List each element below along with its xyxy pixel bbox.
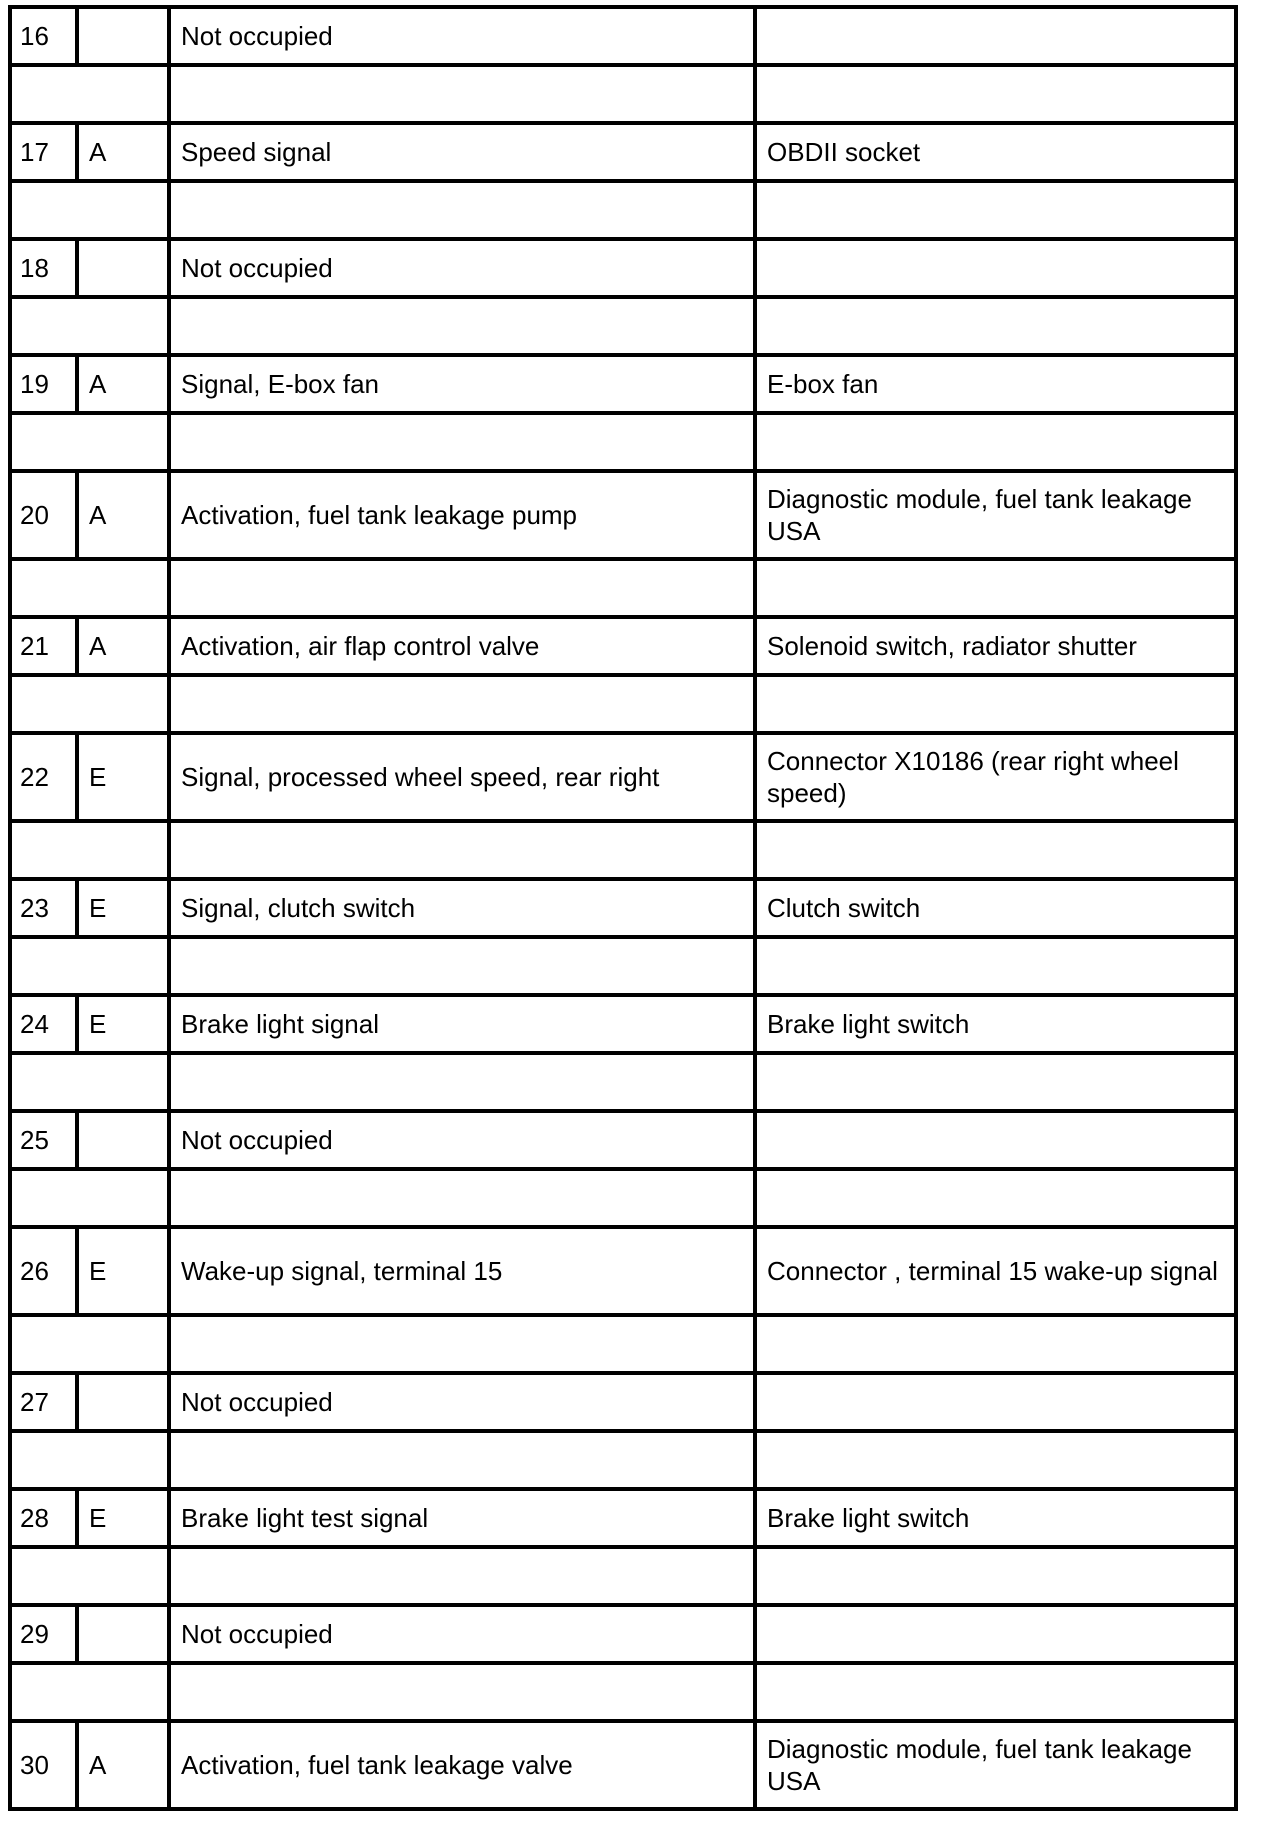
spacer-cell xyxy=(169,413,755,471)
connected-component: Diagnostic module, fuel tank leakage USA xyxy=(755,471,1236,559)
signal-type: A xyxy=(77,123,169,181)
table-row xyxy=(10,1721,1236,1809)
spacer-row xyxy=(10,1547,1236,1605)
spacer-cell xyxy=(169,675,755,733)
signal-type xyxy=(77,7,169,65)
pin-number: 19 xyxy=(10,355,77,413)
signal-type: E xyxy=(77,995,169,1053)
connected-component: E-box fan xyxy=(755,355,1236,413)
spacer-cell xyxy=(755,1053,1236,1111)
spacer-row xyxy=(10,1315,1236,1373)
spacer-cell xyxy=(755,1663,1236,1721)
spacer-row xyxy=(10,297,1236,355)
pin-description: Activation, air flap control valve xyxy=(169,617,755,675)
connected-component xyxy=(755,1111,1236,1169)
spacer-row xyxy=(10,559,1236,617)
connected-component: Connector , terminal 15 wake-up signal xyxy=(755,1227,1236,1315)
pin-number: 22 xyxy=(10,733,77,821)
spacer-cell xyxy=(755,1315,1236,1373)
connected-component: Brake light switch xyxy=(755,995,1236,1053)
spacer-cell xyxy=(10,1315,169,1373)
table-row xyxy=(10,1373,1236,1431)
signal-type: E xyxy=(77,1489,169,1547)
pin-number: 20 xyxy=(10,471,77,559)
signal-type xyxy=(77,1373,169,1431)
spacer-row xyxy=(10,413,1236,471)
spacer-cell xyxy=(169,1053,755,1111)
signal-type: A xyxy=(77,355,169,413)
signal-type: A xyxy=(77,1721,169,1809)
pin-number: 26 xyxy=(10,1227,77,1315)
connected-component: OBDII socket xyxy=(755,123,1236,181)
signal-type: E xyxy=(77,733,169,821)
pin-number: 16 xyxy=(10,7,77,65)
spacer-cell xyxy=(10,1547,169,1605)
connected-component xyxy=(755,239,1236,297)
spacer-cell xyxy=(10,1431,169,1489)
spacer-cell xyxy=(10,1053,169,1111)
pin-description: Activation, fuel tank leakage valve xyxy=(169,1721,755,1809)
table-row xyxy=(10,239,1236,297)
table-row xyxy=(10,123,1236,181)
connected-component: Diagnostic module, fuel tank leakage USA xyxy=(755,1721,1236,1809)
connected-component xyxy=(755,1373,1236,1431)
pin-description: Activation, fuel tank leakage pump xyxy=(169,471,755,559)
spacer-cell xyxy=(169,559,755,617)
spacer-row xyxy=(10,65,1236,123)
spacer-cell xyxy=(755,937,1236,995)
signal-type xyxy=(77,1111,169,1169)
pin-number: 25 xyxy=(10,1111,77,1169)
spacer-cell xyxy=(755,1431,1236,1489)
spacer-cell xyxy=(169,1547,755,1605)
spacer-row xyxy=(10,1663,1236,1721)
pin-number: 30 xyxy=(10,1721,77,1809)
table-row xyxy=(10,355,1236,413)
table-row xyxy=(10,471,1236,559)
pin-description: Brake light test signal xyxy=(169,1489,755,1547)
connected-component: Brake light switch xyxy=(755,1489,1236,1547)
pin-number: 24 xyxy=(10,995,77,1053)
signal-type: E xyxy=(77,879,169,937)
spacer-cell xyxy=(755,821,1236,879)
spacer-row xyxy=(10,937,1236,995)
connected-component xyxy=(755,7,1236,65)
spacer-cell xyxy=(169,821,755,879)
pin-description: Not occupied xyxy=(169,1111,755,1169)
connected-component: Clutch switch xyxy=(755,879,1236,937)
spacer-row xyxy=(10,1431,1236,1489)
pin-number: 28 xyxy=(10,1489,77,1547)
pin-description: Not occupied xyxy=(169,7,755,65)
spacer-row xyxy=(10,1169,1236,1227)
signal-type: A xyxy=(77,471,169,559)
table-row xyxy=(10,879,1236,937)
table-row xyxy=(10,1605,1236,1663)
table-row xyxy=(10,1227,1236,1315)
pin-description: Signal, E-box fan xyxy=(169,355,755,413)
spacer-cell xyxy=(755,1547,1236,1605)
pin-number: 23 xyxy=(10,879,77,937)
spacer-cell xyxy=(10,937,169,995)
spacer-cell xyxy=(169,297,755,355)
spacer-cell xyxy=(169,1663,755,1721)
spacer-cell xyxy=(755,1169,1236,1227)
spacer-cell xyxy=(755,413,1236,471)
signal-type: E xyxy=(77,1227,169,1315)
connected-component: Solenoid switch, radiator shutter xyxy=(755,617,1236,675)
pin-description: Signal, clutch switch xyxy=(169,879,755,937)
spacer-cell xyxy=(10,181,169,239)
spacer-cell xyxy=(10,413,169,471)
pin-number: 18 xyxy=(10,239,77,297)
pin-number: 29 xyxy=(10,1605,77,1663)
spacer-cell xyxy=(755,181,1236,239)
pin-number: 21 xyxy=(10,617,77,675)
spacer-cell xyxy=(169,1431,755,1489)
spacer-cell xyxy=(755,65,1236,123)
spacer-cell xyxy=(169,181,755,239)
spacer-cell xyxy=(755,297,1236,355)
signal-type xyxy=(77,239,169,297)
spacer-cell xyxy=(755,559,1236,617)
table-row xyxy=(10,995,1236,1053)
spacer-row xyxy=(10,821,1236,879)
pin-description: Not occupied xyxy=(169,239,755,297)
spacer-cell xyxy=(10,65,169,123)
spacer-row xyxy=(10,675,1236,733)
table-row xyxy=(10,7,1236,65)
spacer-row xyxy=(10,181,1236,239)
connected-component: Connector X10186 (rear right wheel speed) xyxy=(755,733,1236,821)
pin-description: Speed signal xyxy=(169,123,755,181)
pin-number: 27 xyxy=(10,1373,77,1431)
spacer-cell xyxy=(10,675,169,733)
spacer-cell xyxy=(169,1169,755,1227)
pin-description: Not occupied xyxy=(169,1605,755,1663)
pin-description: Not occupied xyxy=(169,1373,755,1431)
pin-description: Signal, processed wheel speed, rear right xyxy=(169,733,755,821)
spacer-cell xyxy=(755,675,1236,733)
connected-component xyxy=(755,1605,1236,1663)
spacer-cell xyxy=(169,1315,755,1373)
pin-description: Wake-up signal, terminal 15 xyxy=(169,1227,755,1315)
table-row xyxy=(10,617,1236,675)
pin-number: 17 xyxy=(10,123,77,181)
table-row xyxy=(10,733,1236,821)
pin-description: Brake light signal xyxy=(169,995,755,1053)
signal-type: A xyxy=(77,617,169,675)
spacer-cell xyxy=(10,1169,169,1227)
table-row xyxy=(10,1489,1236,1547)
spacer-cell xyxy=(10,559,169,617)
spacer-cell xyxy=(169,65,755,123)
spacer-row xyxy=(10,1053,1236,1111)
spacer-cell xyxy=(169,937,755,995)
spacer-cell xyxy=(10,1663,169,1721)
pin-assignment-table xyxy=(8,5,1238,1811)
spacer-cell xyxy=(10,297,169,355)
spacer-cell xyxy=(10,821,169,879)
signal-type xyxy=(77,1605,169,1663)
table-row xyxy=(10,1111,1236,1169)
